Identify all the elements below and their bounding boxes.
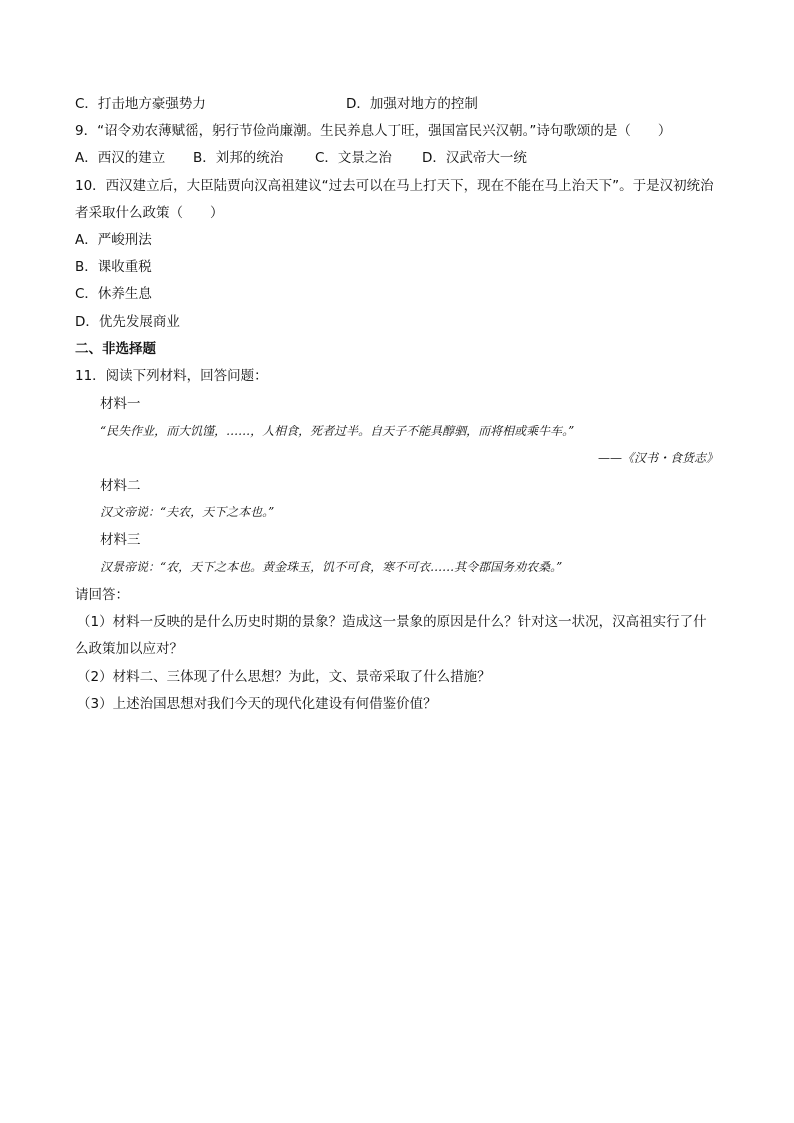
q8-option-c: C．打击地方豪强势力 (75, 96, 206, 112)
q9-option-b: B．刘邦的统治 (193, 150, 284, 166)
material3-label: 材料三 (100, 532, 141, 548)
subquestion-1-line2: 么政策加以应对？ (75, 641, 183, 657)
q8-option-d: D．加强对地方的控制 (346, 96, 478, 112)
q11-stem: 11．阅读下列材料，回答问题： (75, 368, 268, 384)
q9-option-c: C．文景之治 (315, 150, 392, 166)
subquestion-2: （2）材料二、三体现了什么思想？为此，文、景帝采取了什么措施？ (77, 669, 491, 685)
q9-options (75, 149, 527, 167)
subquestion-3: （3）上述治国思想对我们今天的现代化建设有何借鉴价值？ (77, 696, 437, 712)
material2-text: 汉文帝说：“夫农，天下之本也。” (100, 505, 275, 519)
subquestion-1-line1: （1）材料一反映的是什么历史时期的景象？造成这一景象的原因是什么？针对这一状况，汉高祖实行了什 (77, 614, 707, 630)
q10-option-a: A．严峻刑法 (75, 232, 152, 248)
material1-source: ——《汉书・食货志》 (597, 451, 718, 465)
q10-stem-line2: 者采取什么政策（ ） (75, 205, 224, 221)
q10-option-d: D．优先发展商业 (75, 314, 180, 330)
q9-option-a: A．西汉的建立 (75, 150, 166, 166)
material2-label: 材料二 (100, 478, 141, 494)
q10-option-b: B．课收重税 (75, 259, 152, 275)
material3-text: 汉景帝说：“农，天下之本也。黄金珠玉，饥不可食，寒不可衣……其令郡国务劝农桑。” (100, 560, 563, 574)
answer-prompt: 请回答： (75, 587, 129, 603)
q9-option-d: D．汉武帝大一统 (422, 150, 527, 166)
material1-text: “民失作业，而大饥馑，……，人相食，死者过半。自天子不能具醇驷，而将相或乘牛车。” (100, 424, 575, 438)
q9-stem: 9．“诏令劝农薄赋徭，躬行节俭尚廉潮。生民养息人丁旺，强国富民兴汉朝。”诗句歌颂的是（ ） (75, 123, 672, 139)
q10-option-c: C．休养生息 (75, 286, 152, 302)
section-title: 二、非选择题 (75, 341, 156, 357)
material1-label: 材料一 (100, 396, 141, 412)
q10-stem-line1: 10．西汉建立后，大臣陆贾向汉高祖建议“过去可以在马上打天下，现在不能在马上治天下”。于是汉初统治 (75, 178, 714, 194)
